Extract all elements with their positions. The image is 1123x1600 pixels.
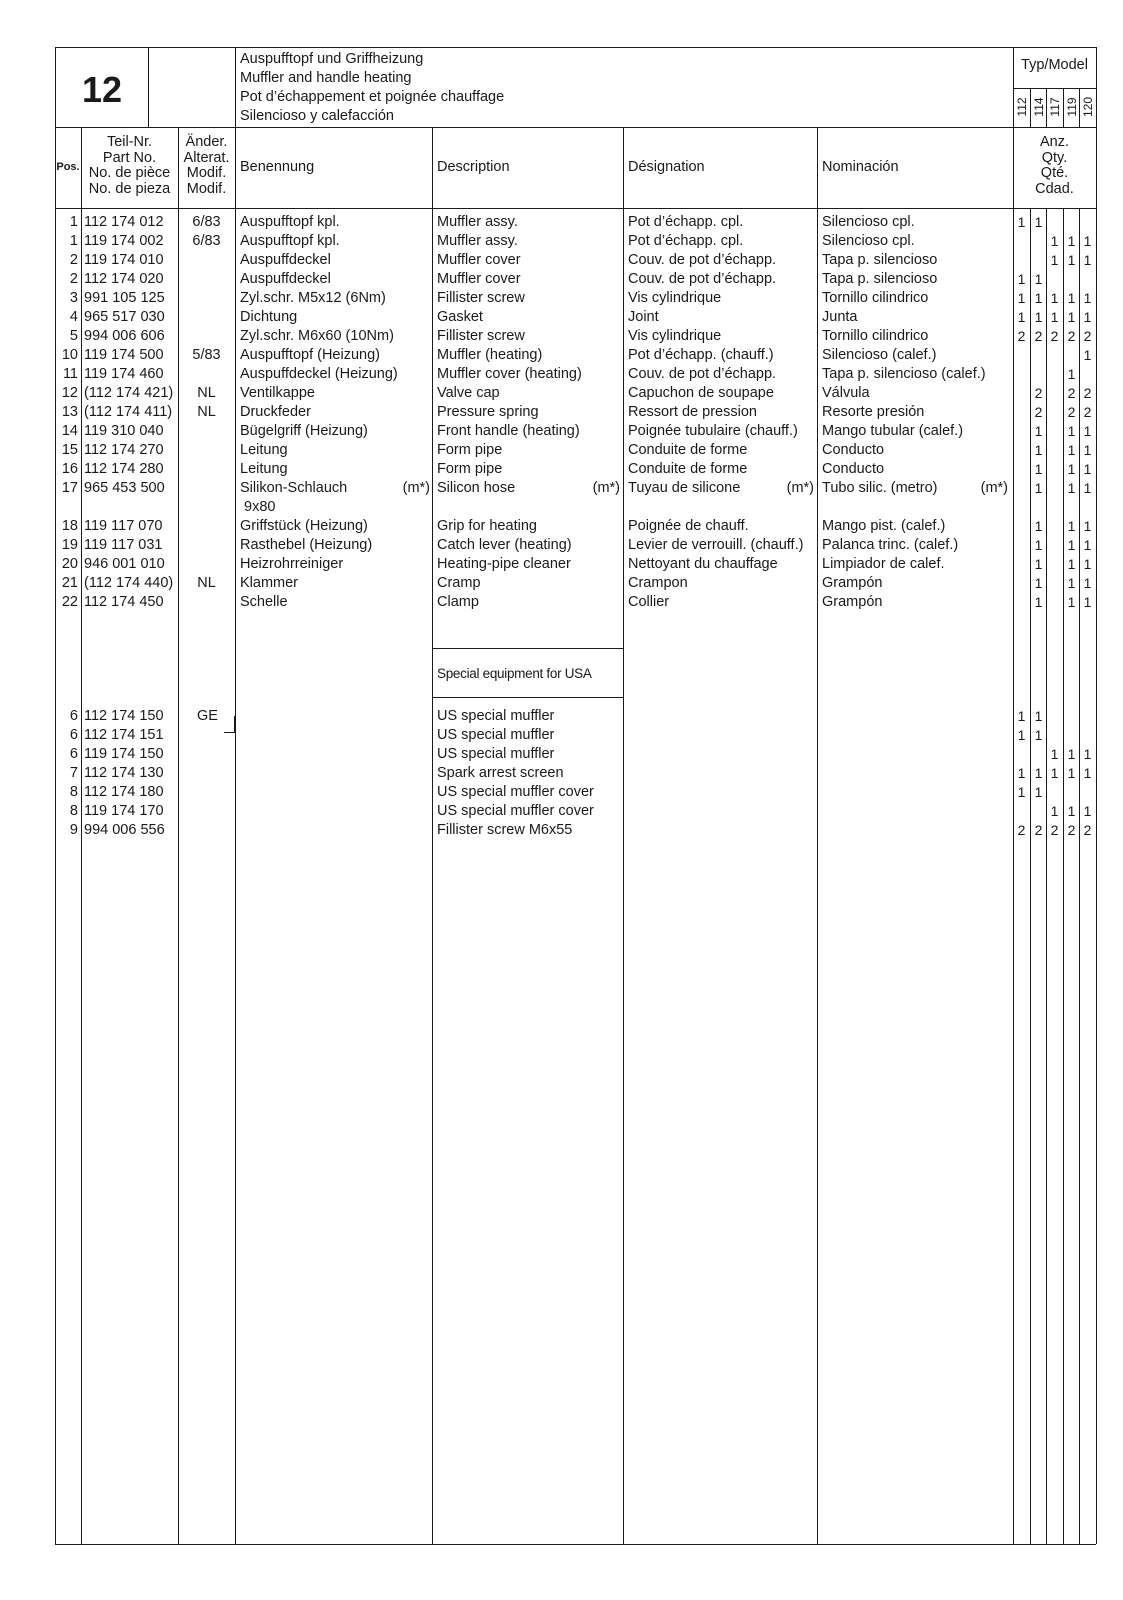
row-benennung: Druckfeder	[240, 404, 311, 420]
row-qty: 1	[1050, 765, 1059, 781]
col-header-benennung: Benennung	[240, 159, 315, 175]
row-benennung: Bügelgriff (Heizung)	[240, 423, 368, 439]
row-description: Clamp	[437, 594, 479, 610]
row-qty: 1	[1067, 556, 1076, 572]
row-nominacion: Válvula	[822, 385, 870, 401]
row-nominacion: Conducto	[822, 461, 885, 477]
row-description: US special muffler cover	[437, 803, 594, 819]
row-qty: 1	[1067, 746, 1076, 762]
row-nominacion: Mango tubular (calef.)	[822, 423, 964, 439]
row-part-no: 119 174 460	[84, 366, 164, 382]
row-description: Grip for heating	[437, 518, 537, 534]
row-description: Muffler (heating)	[437, 347, 543, 363]
row-qty: 1	[1067, 423, 1076, 439]
row-pos: 14	[61, 423, 78, 439]
row-pos: 5	[69, 328, 78, 344]
row-qty: 2	[1017, 822, 1026, 838]
row-modif: NL	[197, 404, 216, 420]
row-benennung: Auspufftopf kpl.	[240, 214, 340, 230]
row-description: Form pipe	[437, 442, 503, 458]
row-pos: 11	[62, 366, 78, 382]
row-qty: 1	[1034, 480, 1043, 496]
row-qty: 1	[1083, 442, 1092, 458]
row-qty: 1	[1067, 537, 1076, 553]
row-pos: 4	[69, 309, 78, 325]
row-nominacion: Conducto	[822, 442, 885, 458]
row-description: Muffler cover	[437, 252, 521, 268]
row-description: Fillister screw	[437, 290, 525, 306]
row-description: Silicon hose	[437, 480, 516, 496]
row-qty: 1	[1083, 518, 1092, 534]
row-qty: 1	[1034, 727, 1043, 743]
row-qty: 1	[1083, 575, 1092, 591]
row-nominacion: Tapa p. silencioso	[822, 271, 938, 287]
row-nominacion: Tapa p. silencioso (calef.)	[822, 366, 986, 382]
row-benennung: Auspuffdeckel	[240, 271, 331, 287]
row-qty: 1	[1034, 594, 1043, 610]
row-benennung: Heizrohrreiniger	[240, 556, 344, 572]
row-designation: Poignée tubulaire (chauff.)	[628, 423, 798, 439]
row-qty: 1	[1017, 708, 1026, 724]
row-qty: 1	[1067, 594, 1076, 610]
row-qty: 1	[1034, 290, 1043, 306]
row-qty: 1	[1083, 765, 1092, 781]
row-nominacion: Limpiador de calef.	[822, 556, 945, 572]
row-nominacion: Tornillo cilindrico	[822, 290, 929, 306]
row-qty: 1	[1083, 461, 1092, 477]
col-header-part-no: Teil-Nr. Part No. No. de pièce No. de pieza	[88, 134, 171, 197]
row-pos: 8	[69, 803, 78, 819]
row-nominacion: Mango pist. (calef.)	[822, 518, 946, 534]
row-part-no: 112 174 280	[84, 461, 164, 477]
row-pos: 1	[69, 214, 78, 230]
row-description: Fillister screw M6x55	[437, 822, 573, 838]
row-pos: 18	[61, 518, 78, 534]
row-nominacion: Silencioso cpl.	[822, 233, 915, 249]
row-qty: 1	[1067, 442, 1076, 458]
row-part-no: 119 174 170	[84, 803, 164, 819]
row-pos: 19	[61, 537, 78, 553]
row-qty: 2	[1034, 404, 1043, 420]
row-designation: Pot d’échapp. cpl.	[628, 233, 744, 249]
row-modif: NL	[197, 385, 216, 401]
row-part-no: 112 174 020	[84, 271, 164, 287]
row-nominacion: Palanca trinc. (calef.)	[822, 537, 959, 553]
row-qty: 1	[1017, 784, 1026, 800]
row-qty: 2	[1083, 822, 1092, 838]
row-pos: 6	[69, 708, 78, 724]
row-qty: 1	[1067, 461, 1076, 477]
section-title-de: Auspufftopf und Griffheizung	[240, 51, 424, 67]
row-part-no: 119 117 031	[84, 537, 163, 553]
row-description: Muffler assy.	[437, 233, 518, 249]
row-description: Muffler cover	[437, 271, 521, 287]
row-qty: 1	[1017, 309, 1026, 325]
row-pos: 8	[69, 784, 78, 800]
row-designation: Joint	[628, 309, 659, 325]
row-part-no: 112 174 150	[84, 708, 164, 724]
row-benennung: Leitung	[240, 442, 288, 458]
row-designation: Conduite de forme	[628, 461, 748, 477]
row-part-no: 119 174 002	[84, 233, 164, 249]
supersession-bracket	[224, 716, 235, 733]
row-qty: 1	[1050, 290, 1059, 306]
row-qty: 1	[1083, 803, 1092, 819]
row-nominacion: Grampón	[822, 594, 883, 610]
row-part-no: 112 174 270	[84, 442, 164, 458]
row-qty: 1	[1083, 480, 1092, 496]
row-designation: Vis cylindrique	[628, 290, 722, 306]
row-designation: Couv. de pot d’échapp.	[628, 366, 777, 382]
row-part-no: 946 001 010	[84, 556, 165, 572]
row-qty: 1	[1034, 518, 1043, 534]
row-nominacion: Tornillo cilindrico	[822, 328, 929, 344]
row-pos: 1	[69, 233, 78, 249]
row-qty: 1	[1050, 746, 1059, 762]
row-unit: (m*)	[402, 480, 430, 496]
row-designation: Levier de verrouill. (chauff.)	[628, 537, 804, 553]
row-qty: 1	[1050, 252, 1059, 268]
row-qty: 1	[1050, 803, 1059, 819]
row-nominacion: Tapa p. silencioso	[822, 252, 938, 268]
row-designation: Nettoyant du chauffage	[628, 556, 778, 572]
row-pos: 20	[61, 556, 78, 572]
row-qty: 2	[1083, 385, 1092, 401]
row-benennung: Leitung	[240, 461, 288, 477]
row-qty: 2	[1083, 328, 1092, 344]
model-label-119: 119	[1065, 97, 1079, 117]
row-part-no: 119 117 070	[84, 518, 163, 534]
row-pos: 15	[61, 442, 78, 458]
row-qty: 1	[1067, 803, 1076, 819]
row-qty: 1	[1083, 594, 1092, 610]
row-part-no: 119 174 500	[84, 347, 164, 363]
row-designation: Capuchon de soupape	[628, 385, 774, 401]
section-title-en: Muffler and handle heating	[240, 70, 412, 86]
row-modif: NL	[197, 575, 216, 591]
row-benennung: Auspuffdeckel (Heizung)	[240, 366, 398, 382]
row-part-no: 119 174 150	[84, 746, 164, 762]
row-nominacion: Tubo silic. (metro)	[822, 480, 938, 496]
row-description: Spark arrest screen	[437, 765, 564, 781]
row-qty: 2	[1067, 328, 1076, 344]
row-part-no: 112 174 151	[84, 727, 164, 743]
row-qty: 1	[1083, 252, 1092, 268]
row-modif: 6/83	[192, 214, 221, 230]
row-benennung: Schelle	[240, 594, 288, 610]
row-designation: Pot d’échapp. (chauff.)	[628, 347, 774, 363]
row-modif: 6/83	[192, 233, 221, 249]
row-nominacion: Silencioso cpl.	[822, 214, 915, 230]
row-designation: Poignée de chauff.	[628, 518, 749, 534]
row-designation: Pot d’échapp. cpl.	[628, 214, 744, 230]
row-qty: 2	[1083, 404, 1092, 420]
row-qty: 1	[1034, 461, 1043, 477]
col-header-nominacion: Nominación	[822, 159, 899, 175]
row-part-no: 991 105 125	[84, 290, 165, 306]
model-label-114: 114	[1032, 97, 1046, 117]
row-qty: 1	[1067, 366, 1076, 382]
row-benennung: Klammer	[240, 575, 299, 591]
row-description: Form pipe	[437, 461, 503, 477]
row-designation: Crampon	[628, 575, 688, 591]
row-qty: 1	[1034, 309, 1043, 325]
row-qty: 2	[1034, 385, 1043, 401]
row-pos: 7	[69, 765, 78, 781]
row-qty: 1	[1034, 765, 1043, 781]
row-qty: 1	[1067, 518, 1076, 534]
row-qty: 2	[1017, 328, 1026, 344]
row-pos: 17	[61, 480, 78, 496]
row-part-no: (112 174 421)	[84, 385, 174, 401]
row-designation: Couv. de pot d’échapp.	[628, 271, 777, 287]
row-part-no: (112 174 411)	[84, 404, 173, 420]
row-modif: 5/83	[192, 347, 221, 363]
row-benennung: Auspufftopf (Heizung)	[240, 347, 380, 363]
row-pos: 9	[69, 822, 78, 838]
col-header-pos: Pos.	[56, 161, 80, 173]
col-header-qty: Anz. Qty. Qté. Cdad.	[1035, 134, 1074, 197]
row-benennung: Dichtung	[240, 309, 298, 325]
row-qty: 1	[1083, 423, 1092, 439]
row-part-no: 112 174 450	[84, 594, 164, 610]
row-qty: 1	[1067, 290, 1076, 306]
row-qty: 2	[1034, 822, 1043, 838]
row-qty: 1	[1034, 556, 1043, 572]
row-description: Muffler cover (heating)	[437, 366, 582, 382]
row-qty: 1	[1034, 537, 1043, 553]
row-nominacion: Resorte presión	[822, 404, 925, 420]
row-qty: 1	[1034, 575, 1043, 591]
model-header: Typ/Model	[1021, 57, 1088, 73]
row-part-no: 119 174 010	[84, 252, 164, 268]
row-qty: 1	[1083, 309, 1092, 325]
row-qty: 1	[1067, 233, 1076, 249]
row-qty: 1	[1034, 423, 1043, 439]
row-qty: 2	[1050, 822, 1059, 838]
row-qty: 1	[1050, 233, 1059, 249]
row-pos: 6	[69, 727, 78, 743]
row-qty: 1	[1017, 765, 1026, 781]
row-nominacion: Junta	[822, 309, 858, 325]
row-part-no: 112 174 012	[84, 214, 164, 230]
row-description: Fillister screw	[437, 328, 525, 344]
row-qty: 1	[1083, 347, 1092, 363]
row-pos: 22	[61, 594, 78, 610]
row-qty: 1	[1083, 537, 1092, 553]
row-qty: 2	[1067, 404, 1076, 420]
model-label-120: 120	[1081, 96, 1095, 118]
row-pos: 10	[61, 347, 78, 363]
row-benennung: Griffstück (Heizung)	[240, 518, 368, 534]
row-unit: (m*)	[592, 480, 620, 496]
row-nominacion: Grampón	[822, 575, 883, 591]
row-part-no: 994 006 606	[84, 328, 165, 344]
row-benennung: Zyl.schr. M5x12 (6Nm)	[240, 290, 386, 306]
row-qty: 1	[1017, 290, 1026, 306]
row-qty: 1	[1083, 290, 1092, 306]
row-designation: Collier	[628, 594, 670, 610]
row-benennung: Auspuffdeckel	[240, 252, 331, 268]
row-qty: 2	[1050, 328, 1059, 344]
row-qty: 2	[1067, 822, 1076, 838]
special-equipment-label: Special equipment for USA	[437, 666, 592, 681]
row-qty: 1	[1083, 556, 1092, 572]
row-qty: 1	[1017, 214, 1026, 230]
row-qty: 1	[1083, 746, 1092, 762]
row-designation: Couv. de pot d’échapp.	[628, 252, 777, 268]
row-benennung: Auspufftopf kpl.	[240, 233, 340, 249]
row-description: Front handle (heating)	[437, 423, 580, 439]
row-designation: Vis cylindrique	[628, 328, 722, 344]
col-header-modif: Änder. Alterat. Modif. Modif.	[183, 134, 230, 197]
row-description: Gasket	[437, 309, 483, 325]
row-description: Pressure spring	[437, 404, 539, 420]
row-part-no: 112 174 130	[84, 765, 164, 781]
row-qty: 2	[1067, 385, 1076, 401]
row-qty: 2	[1034, 328, 1043, 344]
row-qty: 1	[1034, 271, 1043, 287]
col-header-designation: Désignation	[628, 159, 705, 175]
row-pos: 2	[69, 252, 78, 268]
row-qty: 1	[1034, 784, 1043, 800]
row-description: Cramp	[437, 575, 481, 591]
row-benennung: Rasthebel (Heizung)	[240, 537, 373, 553]
row-qty: 1	[1067, 309, 1076, 325]
row-pos: 12	[61, 385, 78, 401]
row-qty: 1	[1034, 214, 1043, 230]
row-unit: (m*)	[980, 480, 1008, 496]
row-pos: 13	[61, 404, 78, 420]
row-qty: 1	[1034, 442, 1043, 458]
row-qty: 1	[1067, 480, 1076, 496]
row-description: Muffler assy.	[437, 214, 518, 230]
row-modif: GE	[197, 708, 218, 724]
row-part-no: (112 174 440)	[84, 575, 174, 591]
section-title-fr: Pot d’échappement et poignée chauffage	[240, 89, 505, 105]
row-part-no: 994 006 556	[84, 822, 165, 838]
row-pos: 6	[69, 746, 78, 762]
row-pos: 21	[61, 575, 78, 591]
row-part-no: 119 310 040	[84, 423, 164, 439]
row-part-no: 965 453 500	[84, 480, 165, 496]
row-pos: 2	[69, 271, 78, 287]
row-description: US special muffler	[437, 708, 555, 724]
row-pos: 3	[69, 290, 78, 306]
model-label-112: 112	[1015, 97, 1029, 117]
row-part-no: 112 174 180	[84, 784, 164, 800]
row-pos: 16	[61, 461, 78, 477]
row-description: Catch lever (heating)	[437, 537, 572, 553]
row-qty: 1	[1067, 252, 1076, 268]
row-qty: 1	[1067, 575, 1076, 591]
row-designation: Tuyau de silicone	[628, 480, 741, 496]
row-description: US special muffler	[437, 746, 555, 762]
section-number: 12	[81, 69, 123, 110]
row-description: US special muffler cover	[437, 784, 594, 800]
row-benennung-cont: 9x80	[244, 499, 276, 515]
row-qty: 1	[1067, 765, 1076, 781]
row-designation: Ressort de pression	[628, 404, 757, 420]
row-unit: (m*)	[786, 480, 814, 496]
row-description: US special muffler	[437, 727, 555, 743]
row-designation: Conduite de forme	[628, 442, 748, 458]
row-nominacion: Silencioso (calef.)	[822, 347, 937, 363]
row-benennung: Ventilkappe	[240, 385, 315, 401]
row-qty: 1	[1050, 309, 1059, 325]
row-qty: 1	[1034, 708, 1043, 724]
model-label-117: 117	[1048, 97, 1062, 117]
row-benennung: Zyl.schr. M6x60 (10Nm)	[240, 328, 394, 344]
row-benennung: Silikon-Schlauch	[240, 480, 348, 496]
row-qty: 1	[1083, 233, 1092, 249]
row-description: Heating-pipe cleaner	[437, 556, 571, 572]
row-part-no: 965 517 030	[84, 309, 165, 325]
row-description: Valve cap	[437, 385, 500, 401]
row-qty: 1	[1017, 727, 1026, 743]
col-header-description: Description	[437, 159, 510, 175]
section-title-es: Silencioso y calefacción	[240, 108, 394, 124]
row-qty: 1	[1017, 271, 1026, 287]
